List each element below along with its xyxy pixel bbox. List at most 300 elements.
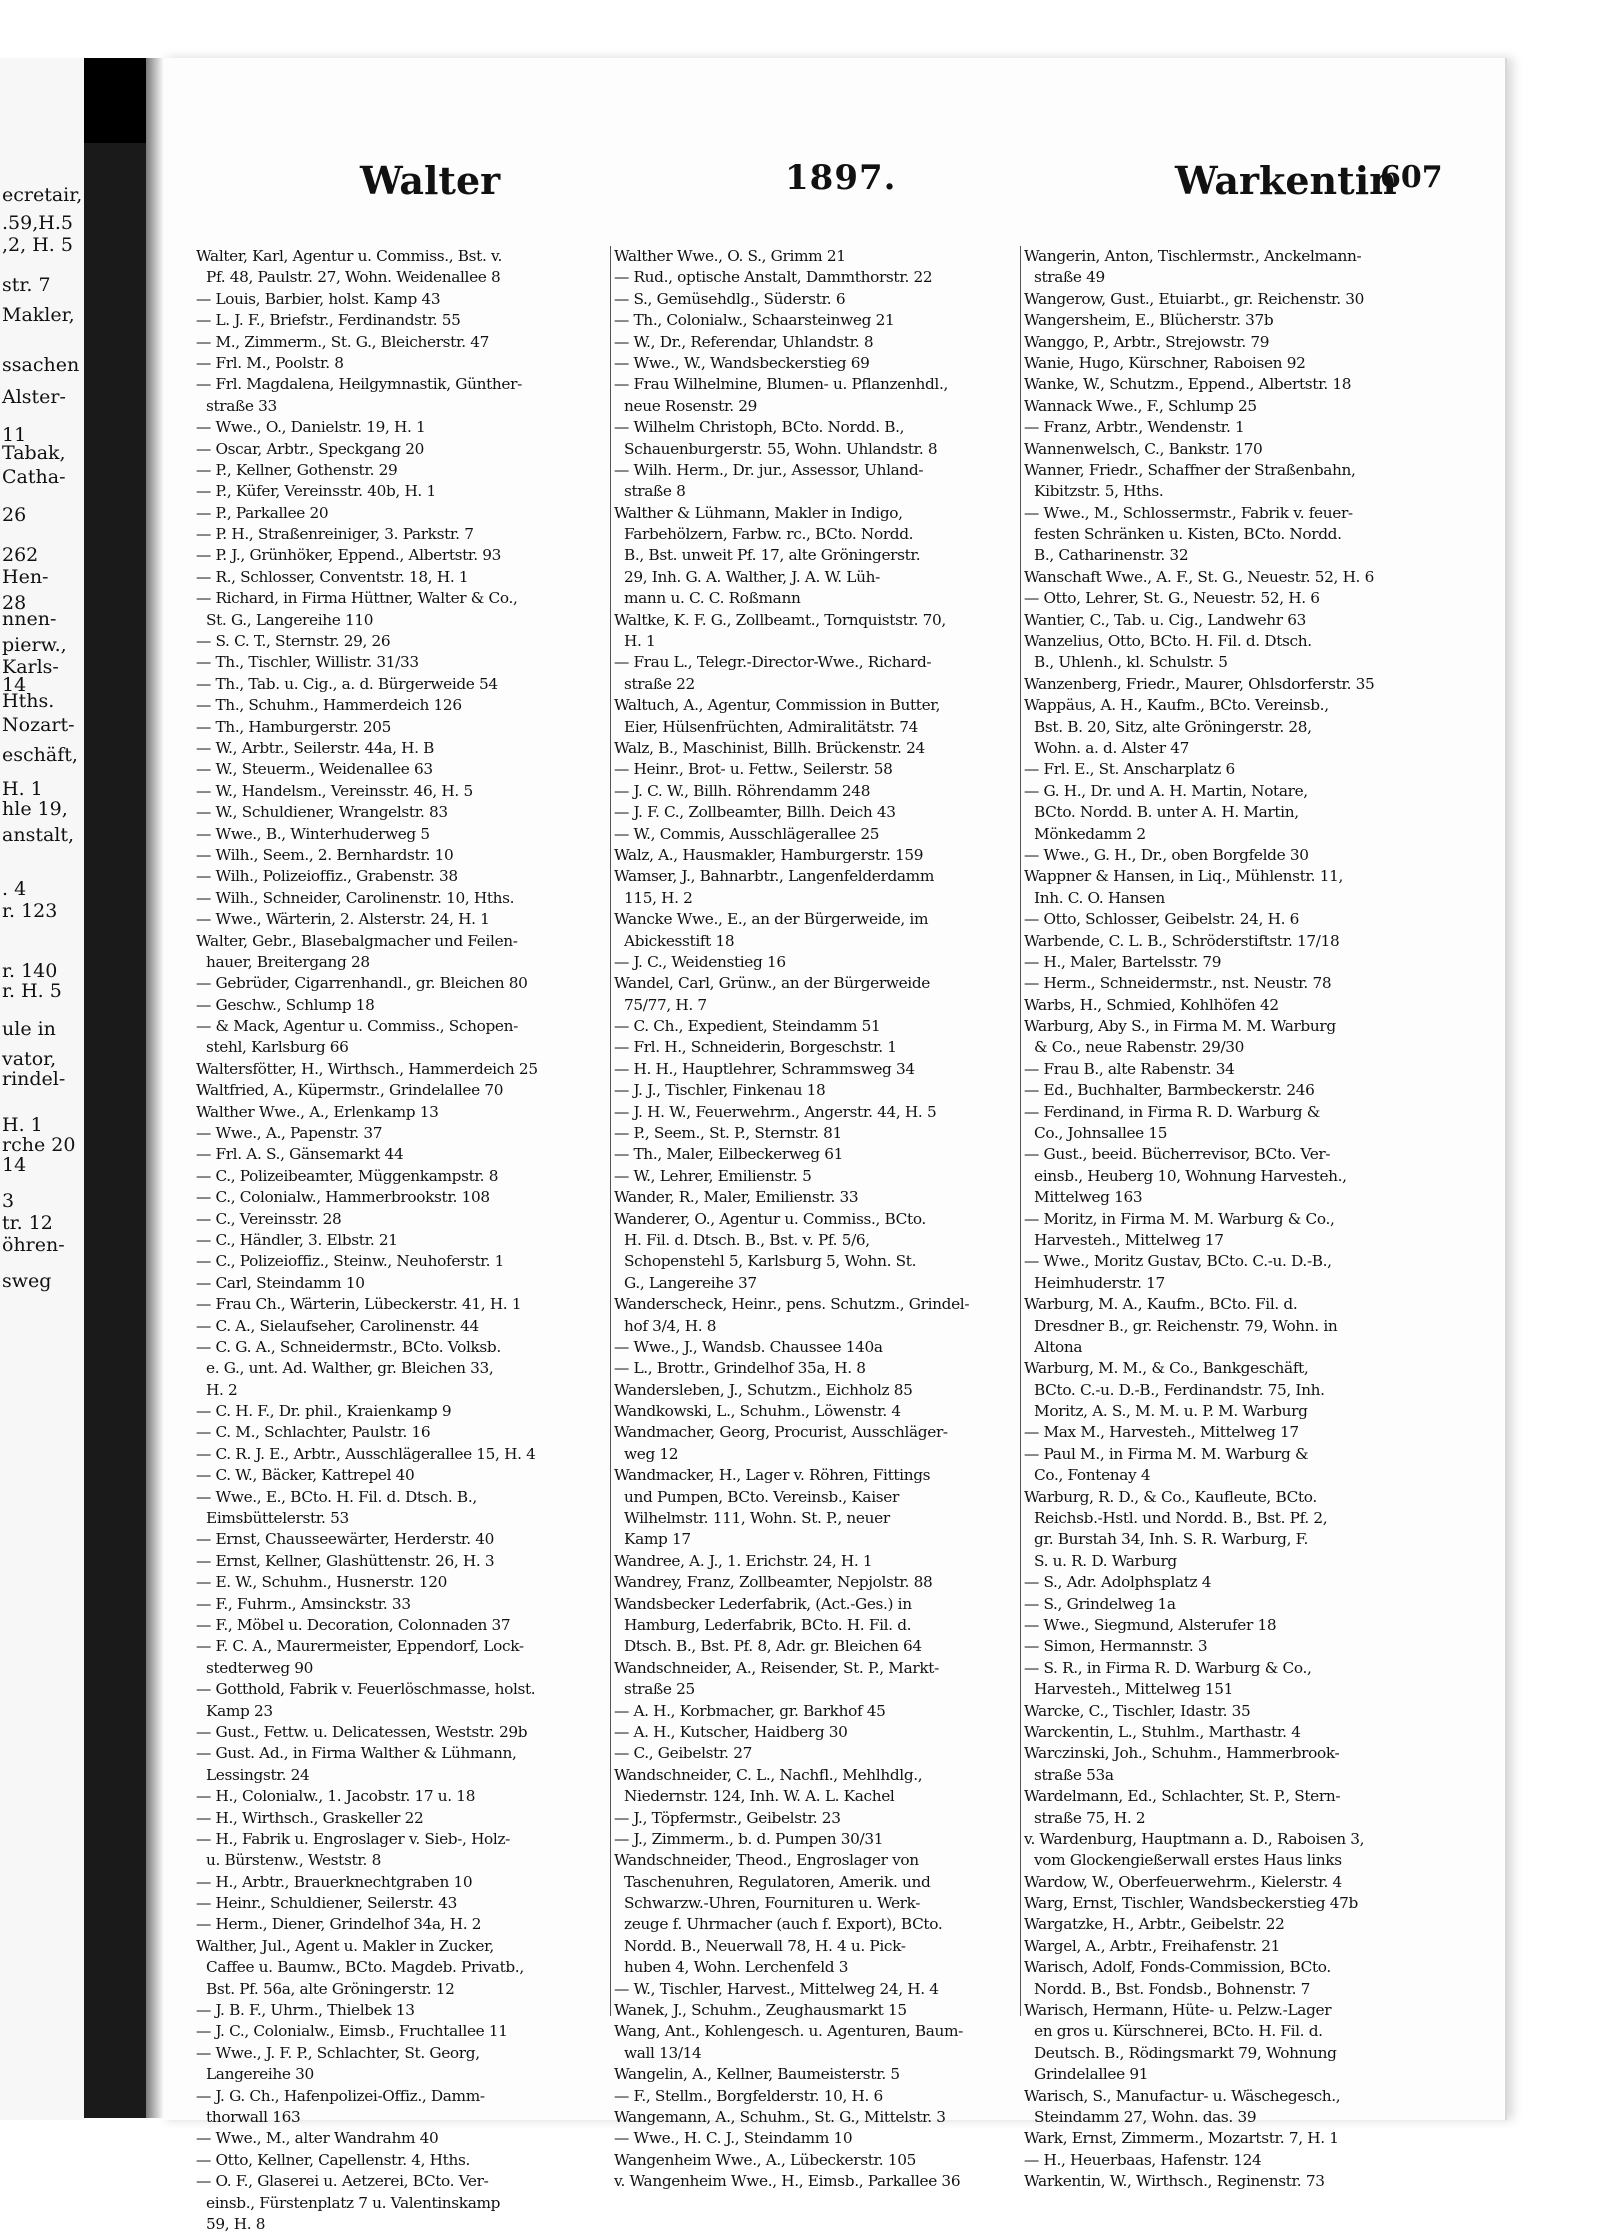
directory-entry-line: Altona: [1034, 1337, 1083, 1356]
directory-entry-line: Wandkowski, L., Schuhm., Löwenstr. 4: [614, 1402, 901, 1421]
directory-entry-line: — Wwe., J., Wandsb. Chaussee 140a: [614, 1337, 883, 1356]
directory-entry-line: 29, Inh. G. A. Walther, J. A. W. Lüh-: [624, 567, 880, 586]
directory-entry-line: — Frl. E., St. Anscharplatz 6: [1024, 760, 1235, 779]
left-margin-fragment: Catha-: [2, 466, 66, 488]
left-margin-fragment: 14: [2, 674, 27, 696]
directory-entry-line: — L. J. F., Briefstr., Ferdinandstr. 55: [196, 311, 461, 330]
directory-entry-line: Wamser, J., Bahnarbtr., Langenfelderdamm: [614, 867, 934, 886]
directory-entry-line: stehl, Karlsburg 66: [206, 1038, 349, 1057]
left-margin-fragment: sweg: [2, 1270, 52, 1292]
directory-entry-line: — H., Maler, Bartelsstr. 79: [1024, 952, 1222, 971]
directory-entry-line: — Moritz, in Firma M. M. Warburg & Co.,: [1024, 1209, 1335, 1228]
directory-entry-line: Wanderscheck, Heinr., pens. Schutzm., Grindel-: [614, 1295, 970, 1314]
directory-entry-line: — Otto, Lehrer, St. G., Neuestr. 52, H. 6: [1024, 589, 1320, 608]
left-margin-fragment: ,2, H. 5: [2, 234, 73, 256]
directory-entry-line: — Otto, Schlosser, Geibelstr. 24, H. 6: [1024, 910, 1299, 929]
directory-entry-line: — Herm., Diener, Grindelhof 34a, H. 2: [196, 1915, 482, 1934]
directory-entry-line: v. Wangenheim Wwe., H., Eimsb., Parkallee 36: [614, 2172, 961, 2191]
directory-entry-line: Wargel, A., Arbtr., Freihafenstr. 21: [1024, 1936, 1281, 1955]
directory-entry-line: Wander, R., Maler, Emilienstr. 33: [614, 1188, 859, 1207]
directory-entry-line: einsb., Heuberg 10, Wohnung Harvesteh.,: [1034, 1166, 1347, 1185]
directory-entry-line: H. 2: [206, 1380, 238, 1399]
directory-entry-line: Kamp 23: [206, 1701, 273, 1720]
directory-entry-line: — Th., Hamburgerstr. 205: [196, 717, 392, 736]
directory-entry-line: festen Schränken u. Kisten, BCto. Nordd.: [1034, 525, 1342, 544]
directory-entry-line: — C. G. A., Schneidermstr., BCto. Volksb.: [196, 1337, 501, 1356]
directory-entry-line: v. Wardenburg, Hauptmann a. D., Raboisen 3,: [1024, 1829, 1365, 1848]
directory-entry-line: Wanderer, O., Agentur u. Commiss., BCto.: [614, 1209, 926, 1228]
directory-entry-line: — H., Colonialw., 1. Jacobstr. 17 u. 18: [196, 1787, 476, 1806]
directory-entry-line: — C., Händler, 3. Elbstr. 21: [196, 1230, 398, 1249]
directory-entry-line: — Th., Tab. u. Cig., a. d. Bürgerweide 54: [196, 674, 498, 693]
directory-entry-line: Wanner, Friedr., Schaffner der Straßenbahn,: [1024, 460, 1356, 479]
directory-entry-line: en gros u. Kürschnerei, BCto. H. Fil. d.: [1034, 2022, 1323, 2041]
left-margin-fragment: pierw.,: [2, 634, 67, 656]
directory-entry-line: straße 33: [206, 396, 277, 415]
directory-entry-line: Warisch, Hermann, Hüte- u. Pelzw.-Lager: [1024, 2001, 1332, 2020]
left-margin-fragment: ecretair,: [2, 184, 83, 206]
directory-entry-line: — R., Schlosser, Conventstr. 18, H. 1: [196, 567, 469, 586]
directory-entry-line: H. 1: [624, 632, 656, 651]
directory-entry-line: straße 75, H. 2: [1034, 1808, 1146, 1827]
left-margin-fragment: . 4: [2, 878, 27, 900]
directory-entry-line: Harvesteh., Mittelweg 17: [1034, 1230, 1224, 1249]
directory-entry-line: Grindelallee 91: [1034, 2065, 1149, 2084]
directory-entry-line: — S., Grindelweg 1a: [1024, 1594, 1176, 1613]
left-margin-fragment: 26: [2, 504, 27, 526]
directory-entry-line: — Wwe., Siegmund, Alsterufer 18: [1024, 1616, 1277, 1634]
left-margin-fragment: Nozart-: [2, 714, 75, 736]
directory-entry-line: — C., Colonialw., Hammerbrookstr. 108: [196, 1188, 490, 1207]
directory-entry-line: — J. G. Ch., Hafenpolizei-Offiz., Damm-: [196, 2086, 485, 2105]
left-margin-fragment: 14: [2, 1154, 27, 1176]
directory-entry-line: einsb., Fürstenplatz 7 u. Valentinskamp: [206, 2193, 501, 2212]
directory-entry-line: — J. C., Weidenstieg 16: [614, 952, 786, 971]
directory-entry-line: Bst. Pf. 56a, alte Gröningerstr. 12: [206, 1979, 455, 1998]
directory-entry-line: Wantier, C., Tab. u. Cig., Landwehr 63: [1024, 610, 1307, 629]
running-head-left: Walter: [360, 158, 501, 203]
directory-entry-line: Dtsch. B., Bst. Pf. 8, Adr. gr. Bleichen 64: [624, 1637, 922, 1656]
left-margin-fragment: 262: [2, 544, 39, 566]
directory-entry-line: Walther Wwe., O. S., Grimm 21: [614, 247, 846, 265]
directory-entry-line: — Wwe., O., Danielstr. 19, H. 1: [196, 418, 426, 437]
directory-entry-line: — P., Kellner, Gothenstr. 29: [196, 460, 398, 479]
directory-entry-line: H. Fil. d. Dtsch. B., Bst. v. Pf. 5/6,: [624, 1230, 870, 1249]
directory-entry-line: Walter, Gebr., Blasebalgmacher und Feilen-: [196, 931, 518, 950]
directory-entry-line: Caffee u. Baumw., BCto. Magdeb. Privatb.,: [206, 1958, 524, 1977]
directory-entry-line: — Wwe., E., BCto. H. Fil. d. Dtsch. B.,: [196, 1487, 477, 1506]
directory-entry-line: BCto. Nordd. B. unter A. H. Martin,: [1034, 803, 1299, 822]
directory-entry-line: Warbende, C. L. B., Schröderstiftstr. 17/18: [1024, 931, 1340, 950]
left-margin-fragment: Hen-: [2, 566, 49, 588]
directory-entry-line: Wappäus, A. H., Kaufm., BCto. Vereinsb.,: [1024, 696, 1329, 715]
directory-entry-line: Walther & Lühmann, Makler in Indigo,: [614, 503, 903, 522]
directory-entry-line: — H., Wirthsch., Graskeller 22: [196, 1808, 424, 1827]
directory-entry-line: Wangelin, A., Kellner, Baumeisterstr. 5: [614, 2065, 900, 2084]
directory-entry-line: — J. B. F., Uhrm., Thielbek 13: [196, 2001, 415, 2020]
directory-entry-line: Warckentin, L., Stuhlm., Marthastr. 4: [1024, 1722, 1301, 1741]
directory-entry-line: Schauenburgerstr. 55, Wohn. Uhlandstr. 8: [624, 439, 938, 458]
directory-entry-line: — W., Dr., Referendar, Uhlandstr. 8: [614, 332, 874, 351]
directory-entry-line: S. u. R. D. Warburg: [1034, 1551, 1177, 1570]
directory-entry-line: — Frl. A. S., Gänsemarkt 44: [196, 1145, 404, 1164]
directory-entry-line: Schopenstehl 5, Karlsburg 5, Wohn. St.: [624, 1252, 917, 1271]
directory-entry-line: — Heinr., Brot- u. Fettw., Seilerstr. 58: [614, 760, 893, 779]
directory-entry-line: straße 25: [624, 1680, 695, 1699]
directory-entry-line: — Th., Schuhm., Hammerdeich 126: [196, 696, 462, 715]
directory-entry-line: — Gust. Ad., in Firma Walther & Lühmann,: [196, 1744, 517, 1763]
directory-entry-line: — P., Parkallee 20: [196, 503, 329, 522]
directory-entry-line: — Th., Maler, Eilbeckerweg 61: [614, 1145, 843, 1164]
directory-entry-line: — W., Tischler, Harvest., Mittelweg 24, H. 4: [614, 1979, 939, 1998]
directory-entry-line: hof 3/4, H. 8: [624, 1316, 717, 1335]
directory-entry-line: — Ferdinand, in Firma R. D. Warburg &: [1024, 1102, 1321, 1121]
left-margin-fragment: Makler,: [2, 304, 75, 326]
directory-entry-line: — Frau Ch., Wärterin, Lübeckerstr. 41, H. 1: [196, 1295, 522, 1314]
directory-entry-line: — Th., Tischler, Willistr. 31/33: [196, 653, 419, 672]
left-margin-fragment: rindel-: [2, 1068, 66, 1090]
directory-entry-line: — S. R., in Firma R. D. Warburg & Co.,: [1024, 1658, 1312, 1677]
directory-entry-line: neue Rosenstr. 29: [624, 396, 758, 415]
directory-entry-line: Nordd. B., Bst. Fondsb., Bohnenstr. 7: [1034, 1979, 1311, 1998]
directory-entry-line: — P. H., Straßenreiniger, 3. Parkstr. 7: [196, 525, 474, 544]
directory-entry-line: Nordd. B., Neuerwall 78, H. 4 u. Pick-: [624, 1936, 906, 1955]
left-margin-fragment: r. 140: [2, 960, 58, 982]
directory-entry-line: — Wilh., Schneider, Carolinenstr. 10, Hths.: [196, 888, 515, 907]
directory-entry-line: Wilhelmstr. 111, Wohn. St. P., neuer: [624, 1509, 890, 1528]
left-margin-fragment: ssachen: [2, 354, 80, 376]
directory-entry-line: Wardow, W., Oberfeuerwehrm., Kielerstr. 4: [1024, 1872, 1342, 1891]
directory-column-1: [196, 246, 608, 2233]
directory-entry-line: Warburg, M. A., Kaufm., BCto. Fil. d.: [1024, 1295, 1298, 1314]
directory-entry-line: und Pumpen, BCto. Vereinsb., Kaiser: [624, 1487, 899, 1506]
directory-entry-line: — P., Küfer, Vereinsstr. 40b, H. 1: [196, 482, 436, 501]
directory-entry-line: — Ernst, Chausseewärter, Herderstr. 40: [196, 1530, 495, 1549]
directory-entry-line: Warczinski, Joh., Schuhm., Hammerbrook-: [1024, 1744, 1340, 1763]
directory-entry-line: straße 53a: [1034, 1765, 1114, 1784]
directory-entry-line: Inh. C. O. Hansen: [1034, 888, 1165, 907]
directory-entry-line: thorwall 163: [206, 2107, 301, 2126]
directory-entry-line: — Th., Colonialw., Schaarsteinweg 21: [614, 311, 895, 330]
directory-entry-line: — H., Arbtr., Brauerknechtgraben 10: [196, 1872, 473, 1891]
directory-entry-line: — Louis, Barbier, holst. Kamp 43: [196, 289, 441, 308]
directory-entry-line: — Simon, Hermannstr. 3: [1024, 1637, 1208, 1656]
directory-entry-line: — Herm., Schneidermstr., nst. Neustr. 78: [1024, 974, 1332, 993]
directory-entry-line: — Carl, Steindamm 10: [196, 1273, 365, 1292]
left-margin-fragment: r. 123: [2, 900, 58, 922]
left-margin-fragment: tr. 12: [2, 1212, 53, 1234]
directory-entry-line: Schwarzw.-Uhren, Fournituren u. Werk-: [624, 1894, 921, 1913]
directory-entry-line: Eimsbüttelerstr. 53: [206, 1509, 349, 1528]
directory-entry-line: — C. R. J. E., Arbtr., Ausschlägerallee 15, H. 4: [196, 1444, 536, 1463]
directory-entry-line: — J. J., Tischler, Finkenau 18: [614, 1081, 826, 1100]
directory-entry-line: — W., Handelsm., Vereinsstr. 46, H. 5: [196, 781, 473, 800]
left-margin-fragment: ule in: [2, 1018, 56, 1040]
left-margin-fragment: 11: [2, 424, 27, 446]
page-number: 607: [1380, 160, 1443, 195]
directory-entry-line: Dresdner B., gr. Reichenstr. 79, Wohn. in: [1034, 1316, 1338, 1335]
directory-entry-line: Deutsch. B., Rödingsmarkt 79, Wohnung: [1034, 2043, 1337, 2062]
directory-entry-line: Wanek, J., Schuhm., Zeughausmarkt 15: [614, 2001, 907, 2020]
directory-entry-line: Wangersheim, E., Blücherstr. 37b: [1024, 311, 1274, 330]
directory-entry-line: Kibitzstr. 5, Hths.: [1034, 482, 1164, 501]
directory-entry-line: — W., Lehrer, Emilienstr. 5: [614, 1166, 812, 1185]
directory-column-3: [1024, 246, 1446, 2191]
directory-entry-line: stedterweg 90: [206, 1658, 314, 1677]
left-page-fragment-text: [0, 58, 84, 2120]
left-margin-fragment: öhren-: [2, 1234, 65, 1256]
directory-entry-line: Walther Wwe., A., Erlenkamp 13: [196, 1102, 439, 1121]
directory-entry-line: Wanie, Hugo, Kürschner, Raboisen 92: [1024, 353, 1306, 372]
directory-entry-line: — W., Commis, Ausschlägerallee 25: [614, 824, 880, 843]
directory-entry-line: Waltersfötter, H., Wirthsch., Hammerdeich 25: [196, 1059, 538, 1078]
directory-entry-line: — Frl. Magdalena, Heilgymnastik, Günther-: [196, 375, 522, 394]
directory-entry-line: — J. H. W., Feuerwehrm., Angerstr. 44, H. 5: [614, 1102, 937, 1121]
left-margin-fragment: .59,H.5: [2, 212, 73, 234]
directory-entry-line: Wandsbecker Lederfabrik, (Act.-Ges.) in: [614, 1594, 912, 1613]
left-margin-fragment: eschäft,: [2, 744, 78, 766]
directory-entry-line: Warkentin, W., Wirthsch., Reginenstr. 73: [1024, 2172, 1325, 2191]
directory-entry-line: — C., Vereinsstr. 28: [196, 1209, 342, 1228]
directory-entry-line: Wark, Ernst, Zimmerm., Mozartstr. 7, H. 1: [1024, 2129, 1339, 2148]
directory-entry-line: Warisch, S., Manufactur- u. Wäschegesch.,: [1024, 2086, 1341, 2105]
directory-entry-line: — C., Polizeioffiz., Steinw., Neuhoferstr. 1: [196, 1252, 505, 1271]
left-margin-fragment: Hths.: [2, 690, 55, 712]
directory-entry-line: Wandree, A. J., 1. Erichstr. 24, H. 1: [614, 1551, 873, 1570]
directory-column-2: [614, 246, 1026, 2191]
directory-entry-line: Hamburg, Lederfabrik, BCto. H. Fil. d.: [624, 1616, 912, 1634]
left-margin-fragment: nnen-: [2, 608, 57, 630]
directory-entry-line: — Wilh., Polizeioffiz., Grabenstr. 38: [196, 867, 458, 886]
directory-entry-line: Warburg, R. D., & Co., Kaufleute, BCto.: [1024, 1487, 1317, 1506]
directory-entry-line: Harvesteh., Mittelweg 151: [1034, 1680, 1233, 1699]
directory-entry-line: gr. Burstah 34, Inh. S. R. Warburg, F.: [1034, 1530, 1309, 1549]
directory-entry-line: Wangerow, Gust., Etuiarbt., gr. Reichenstr. 30: [1024, 289, 1365, 308]
directory-entry-line: Walter, Karl, Agentur u. Commiss., Bst. v.: [196, 247, 502, 265]
left-margin-fragment: Tabak,: [2, 442, 66, 464]
gutter-shadow: [146, 58, 164, 2118]
directory-entry-line: Wandrey, Franz, Zollbeamter, Nepjolstr. 88: [614, 1573, 933, 1592]
directory-entry-line: Co., Fontenay 4: [1034, 1466, 1151, 1485]
directory-entry-line: Farbehölzern, Farbw. rc., BCto. Nordd.: [624, 525, 914, 544]
directory-entry-line: — C., Geibelstr. 27: [614, 1744, 752, 1763]
directory-entry-line: — Gust., Fettw. u. Delicatessen, Weststr. 29b: [196, 1722, 528, 1741]
left-margin-fragment: 28: [2, 592, 27, 614]
directory-entry-line: 59, H. 8: [206, 2214, 266, 2233]
directory-entry-line: Wanschaft Wwe., A. F., St. G., Neuestr. 52, H. 6: [1024, 567, 1374, 586]
directory-entry-line: — Wwe., H. C. J., Steindamm 10: [614, 2129, 853, 2148]
directory-entry-line: Eier, Hülsenfrüchten, Admiralitätstr. 74: [624, 717, 919, 736]
directory-entry-line: B., Catharinenstr. 32: [1034, 546, 1189, 565]
directory-entry-line: — J., Töpfermstr., Geibelstr. 23: [614, 1808, 841, 1827]
directory-entry-line: vom Glockengießerwall erstes Haus links: [1034, 1851, 1342, 1870]
directory-entry-line: — Oscar, Arbtr., Speckgang 20: [196, 439, 425, 458]
directory-entry-line: — Ernst, Kellner, Glashüttenstr. 26, H. 3: [196, 1551, 495, 1570]
directory-entry-line: BCto. C.-u. D.-B., Ferdinandstr. 75, Inh.: [1034, 1380, 1325, 1399]
left-margin-fragment: hle 19,: [2, 798, 68, 820]
directory-entry-line: Lessingstr. 24: [206, 1765, 310, 1784]
directory-entry-line: Walz, B., Maschinist, Billh. Brückenstr. 24: [614, 738, 925, 757]
left-margin-fragment: rche 20: [2, 1134, 76, 1156]
directory-entry-line: wall 13/14: [624, 2043, 702, 2062]
directory-entry-line: Reichsb.-Hstl. und Nordd. B., Bst. Pf. 2,: [1034, 1509, 1328, 1528]
directory-entry-line: — Franz, Arbtr., Wendenstr. 1: [1024, 418, 1245, 437]
directory-entry-line: Mittelweg 163: [1034, 1188, 1143, 1207]
directory-entry-line: Wanzenberg, Friedr., Maurer, Ohlsdorferstr. 35: [1024, 674, 1375, 693]
directory-entry-line: Walz, A., Hausmakler, Hamburgerstr. 159: [614, 845, 924, 864]
left-margin-fragment: Alster-: [2, 386, 66, 408]
directory-entry-line: — Wwe., Moritz Gustav, BCto. C.-u. D.-B.,: [1024, 1252, 1332, 1271]
directory-entry-line: Wappner & Hansen, in Liq., Mühlenstr. 11,: [1024, 867, 1343, 886]
directory-entry-line: — J. C. W., Billh. Röhrendamm 248: [614, 781, 871, 800]
directory-entry-line: — C. M., Schlachter, Paulstr. 16: [196, 1423, 431, 1442]
directory-entry-line: — Wilh. Herm., Dr. jur., Assessor, Uhland-: [614, 460, 924, 479]
directory-entry-line: — Ed., Buchhalter, Barmbeckerstr. 246: [1024, 1081, 1315, 1100]
directory-entry-line: Wangemann, A., Schuhm., St. G., Mittelstr. 3: [614, 2107, 946, 2126]
directory-entry-line: — Richard, in Firma Hüttner, Walter & Co.,: [196, 589, 518, 608]
directory-entry-line: — Wilh., Seem., 2. Bernhardstr. 10: [196, 845, 454, 864]
directory-entry-line: — Wilhelm Christoph, BCto. Nordd. B.,: [614, 418, 905, 437]
directory-entry-line: — Wwe., J. F. P., Schlachter, St. Georg,: [196, 2043, 480, 2062]
book-spine: [84, 58, 146, 2118]
directory-entry-line: Wangenheim Wwe., A., Lübeckerstr. 105: [614, 2150, 916, 2169]
directory-entry-line: 75/77, H. 7: [624, 995, 707, 1014]
directory-entry-line: straße 49: [1034, 268, 1105, 287]
directory-entry-line: Warburg, Aby S., in Firma M. M. Warburg: [1024, 1017, 1336, 1036]
directory-entry-line: hauer, Breitergang 28: [206, 952, 370, 971]
directory-entry-line: — H., Heuerbaas, Hafenstr. 124: [1024, 2150, 1262, 2169]
directory-entry-line: — F., Stellm., Borgfelderstr. 10, H. 6: [614, 2086, 883, 2105]
directory-entry-line: — F., Möbel u. Decoration, Colonnaden 37: [196, 1616, 511, 1634]
directory-entry-line: huben 4, Wohn. Lerchenfeld 3: [624, 1958, 849, 1977]
directory-entry-line: — Wwe., M., alter Wandrahm 40: [196, 2129, 439, 2148]
directory-entry-line: — Wwe., B., Winterhuderweg 5: [196, 824, 430, 843]
directory-entry-line: Steindamm 27, Wohn. das. 39: [1034, 2107, 1257, 2126]
spine-top: [84, 58, 146, 143]
directory-entry-line: Waltke, K. F. G., Zollbeamt., Tornquiststr. 70,: [614, 610, 946, 629]
directory-entry-line: — Wwe., M., Schlossermstr., Fabrik v. feuer-: [1024, 503, 1353, 522]
directory-entry-line: Co., Johnsallee 15: [1034, 1124, 1168, 1143]
running-head-right: Warkentin: [1175, 158, 1397, 203]
directory-entry-line: — Otto, Kellner, Capellenstr. 4, Hths.: [196, 2150, 470, 2169]
directory-entry-line: straße 8: [624, 482, 686, 501]
directory-entry-line: Mönkedamm 2: [1034, 824, 1146, 843]
directory-entry-line: Bst. B. 20, Sitz, alte Gröningerstr. 28,: [1034, 717, 1312, 736]
directory-entry-line: — F., Fuhrm., Amsinckstr. 33: [196, 1594, 411, 1613]
directory-entry-line: G., Langereihe 37: [624, 1273, 757, 1292]
directory-entry-line: — H., Fabrik u. Engroslager v. Sieb-, Holz-: [196, 1829, 510, 1848]
left-margin-fragment: 3: [2, 1190, 15, 1212]
directory-entry-line: Pf. 48, Paulstr. 27, Wohn. Weidenallee 8: [206, 268, 501, 287]
directory-entry-line: Heimhuderstr. 17: [1034, 1273, 1165, 1292]
directory-entry-line: — Frl. M., Poolstr. 8: [196, 353, 344, 372]
directory-entry-line: mann u. C. C. Roßmann: [624, 589, 801, 608]
directory-entry-line: u. Bürstenw., Weststr. 8: [206, 1851, 381, 1870]
left-margin-fragment: r. H. 5: [2, 980, 62, 1002]
directory-entry-line: Kamp 17: [624, 1530, 691, 1549]
directory-entry-line: — S., Adr. Adolphsplatz 4: [1024, 1573, 1212, 1592]
directory-entry-line: Wannenwelsch, C., Bankstr. 170: [1024, 439, 1263, 458]
directory-entry-line: — J. C., Colonialw., Eimsb., Fruchtallee 11: [196, 2022, 508, 2041]
directory-entry-line: Wandersleben, J., Schutzm., Eichholz 85: [614, 1380, 913, 1399]
left-page-edge: [0, 58, 84, 2120]
directory-entry-line: — C. W., Bäcker, Kattrepel 40: [196, 1466, 415, 1485]
directory-entry-line: Wandel, Carl, Grünw., an der Bürgerweide: [614, 974, 930, 993]
directory-entry-line: Walther, Jul., Agent u. Makler in Zucker,: [196, 1936, 494, 1955]
directory-entry-line: — G. H., Dr. und A. H. Martin, Notare,: [1024, 781, 1308, 800]
directory-entry-line: — H. H., Hauptlehrer, Schrammsweg 34: [614, 1059, 915, 1078]
directory-entry-line: Warcke, C., Tischler, Idastr. 35: [1024, 1701, 1251, 1720]
directory-entry-line: — E. W., Schuhm., Husnerstr. 120: [196, 1573, 447, 1592]
directory-entry-line: 115, H. 2: [624, 888, 693, 907]
directory-entry-line: — M., Zimmerm., St. G., Bleicherstr. 47: [196, 332, 490, 351]
directory-entry-line: Wandschneider, A., Reisender, St. P., Markt-: [614, 1658, 939, 1677]
directory-entry-line: — Wwe., Wärterin, 2. Alsterstr. 24, H. 1: [196, 910, 490, 929]
directory-entry-line: — W., Arbtr., Seilerstr. 44a, H. B: [196, 738, 435, 757]
directory-entry-line: Waltuch, A., Agentur, Commission in Butter,: [614, 696, 941, 715]
left-margin-fragment: anstalt,: [2, 824, 75, 846]
directory-entry-line: — P. J., Grünhöker, Eppend., Albertstr. 93: [196, 546, 501, 565]
directory-entry-line: Wanggo, P., Arbtr., Strejowstr. 79: [1024, 332, 1270, 351]
directory-entry-line: — A. H., Korbmacher, gr. Barkhof 45: [614, 1701, 886, 1720]
directory-entry-line: — A. H., Kutscher, Haidberg 30: [614, 1722, 848, 1741]
directory-entry-line: zeuge f. Uhrmacher (auch f. Export), BCto.: [624, 1915, 943, 1934]
directory-entry-line: & Co., neue Rabenstr. 29/30: [1034, 1038, 1245, 1057]
directory-entry-line: — W., Steuerm., Weidenallee 63: [196, 760, 433, 779]
left-margin-fragment: H. 1: [2, 1114, 43, 1136]
directory-entry-line: Wohn. a. d. Alster 47: [1034, 738, 1189, 757]
directory-entry-line: Warbs, H., Schmied, Kohlhöfen 42: [1024, 995, 1279, 1014]
directory-entry-line: Wandmacker, H., Lager v. Röhren, Fittings: [614, 1466, 931, 1485]
directory-entry-line: — F. C. A., Maurermeister, Eppendorf, Lock-: [196, 1637, 524, 1656]
directory-entry-line: e. G., unt. Ad. Walther, gr. Bleichen 33,: [206, 1359, 494, 1378]
directory-entry-line: Abickesstift 18: [624, 931, 735, 950]
directory-entry-line: — Max M., Harvesteh., Mittelweg 17: [1024, 1423, 1299, 1442]
directory-entry-line: — S., Gemüsehdlg., Süderstr. 6: [614, 289, 846, 308]
directory-entry-line: — Heinr., Schuldiener, Seilerstr. 43: [196, 1894, 458, 1913]
directory-entry-line: — Paul M., in Firma M. M. Warburg &: [1024, 1444, 1309, 1463]
directory-entry-line: — Frau B., alte Rabenstr. 34: [1024, 1059, 1235, 1078]
running-head-year: 1897.: [785, 158, 897, 198]
directory-entry-line: Warburg, M. M., & Co., Bankgeschäft,: [1024, 1359, 1309, 1378]
directory-entry-line: — Wwe., A., Papenstr. 37: [196, 1124, 383, 1143]
directory-entry-line: straße 22: [624, 674, 695, 693]
directory-entry-line: — S. C. T., Sternstr. 29, 26: [196, 632, 391, 651]
directory-entry-line: Wancke Wwe., E., an der Bürgerweide, im: [614, 910, 929, 929]
left-margin-fragment: str. 7: [2, 274, 51, 296]
directory-entry-line: Wanzelius, Otto, BCto. H. Fil. d. Dtsch.: [1024, 632, 1312, 651]
directory-entry-line: Wardelmann, Ed., Schlachter, St. P., Stern-: [1024, 1787, 1341, 1806]
directory-entry-line: Taschenuhren, Regulatoren, Amerik. und: [624, 1872, 931, 1891]
directory-entry-line: Niedernstr. 124, Inh. W. A. L. Kachel: [624, 1787, 895, 1806]
directory-entry-line: B., Uhlenh., kl. Schulstr. 5: [1034, 653, 1228, 672]
directory-entry-line: — Gust., beeid. Bücherrevisor, BCto. Ver-: [1024, 1145, 1331, 1164]
directory-entry-line: Wang, Ant., Kohlengesch. u. Agenturen, Baum-: [614, 2022, 963, 2041]
left-margin-fragment: H. 1: [2, 778, 43, 800]
directory-entry-line: weg 12: [624, 1444, 679, 1463]
column-rule: [610, 246, 611, 2016]
directory-entry-line: Waltfried, A., Küpermstr., Grindelallee 70: [196, 1081, 504, 1100]
directory-entry-line: — J., Zimmerm., b. d. Pumpen 30/31: [614, 1829, 884, 1848]
directory-entry-line: — Frl. H., Schneiderin, Borgeschstr. 1: [614, 1038, 897, 1057]
directory-entry-line: — P., Seem., St. P., Sternstr. 81: [614, 1124, 842, 1143]
directory-entry-line: — Wwe., W., Wandsbeckerstieg 69: [614, 353, 870, 372]
left-margin-fragment: Karls-: [2, 656, 59, 678]
directory-entry-line: Wanke, W., Schutzm., Eppend., Albertstr. 18: [1024, 375, 1352, 394]
directory-entry-line: — C. H. F., Dr. phil., Kraienkamp 9: [196, 1402, 452, 1421]
directory-entry-line: — Frau L., Telegr.-Director-Wwe., Richard-: [614, 653, 932, 672]
directory-entry-line: — Gotthold, Fabrik v. Feuerlöschmasse, holst.: [196, 1680, 536, 1699]
